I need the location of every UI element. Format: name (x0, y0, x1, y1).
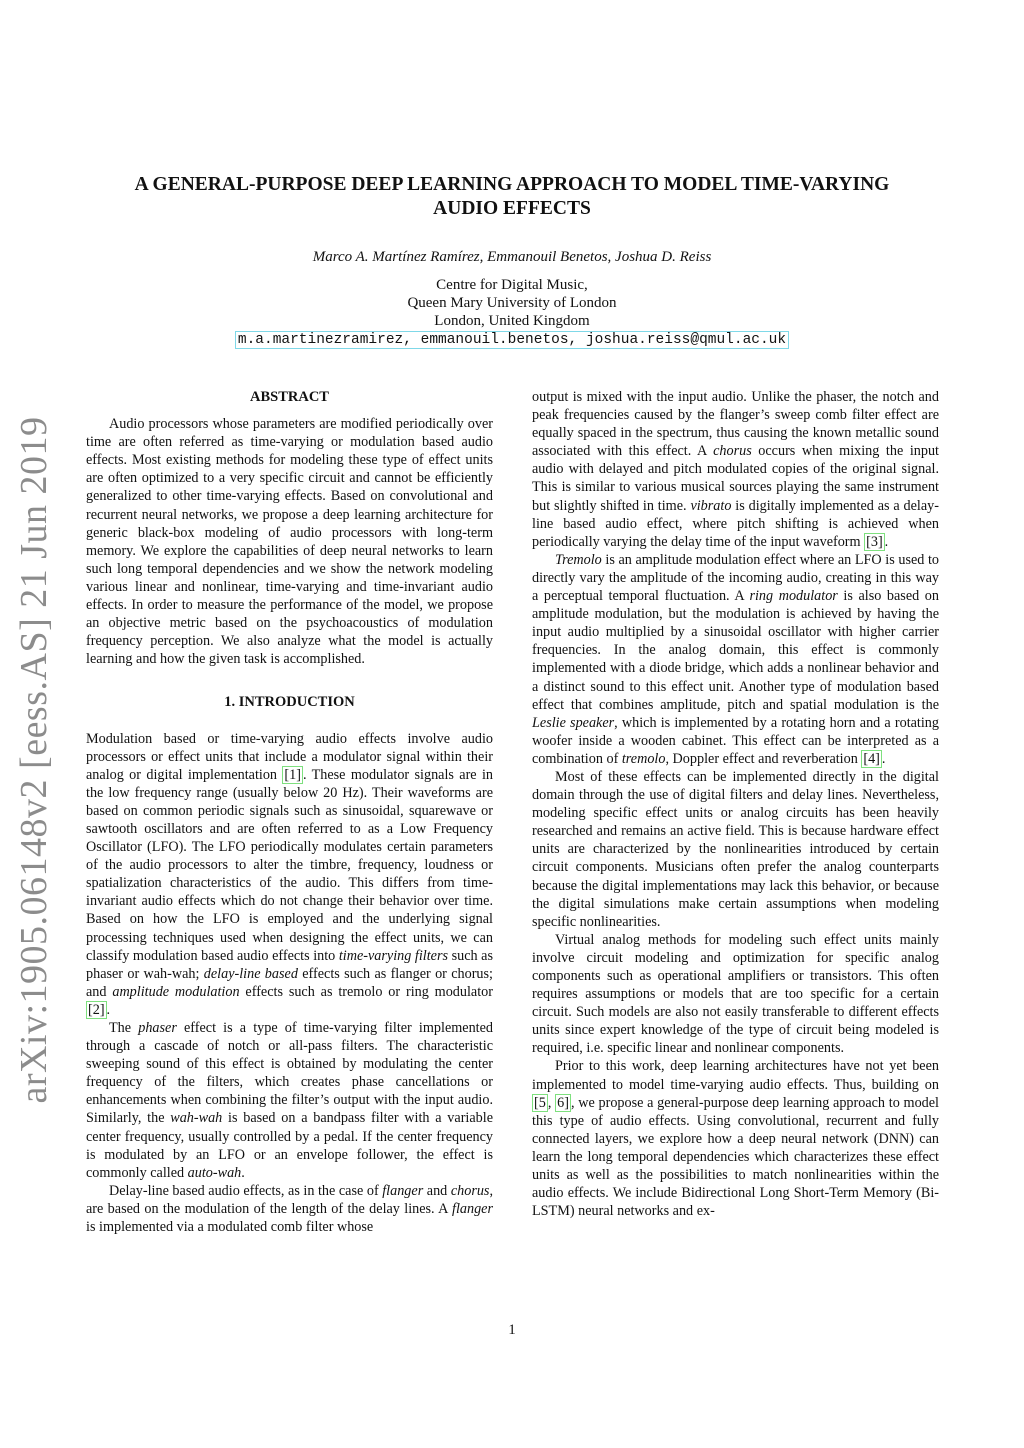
affiliation-line-3: London, United Kingdom (434, 313, 590, 329)
author-list: Marco A. Martínez Ramírez, Emmanouil Benetos, Joshua D. Reiss (312, 249, 712, 265)
title-line-1: A GENERAL-PURPOSE DEEP LEARNING APPROACH TO MODEL TIME-VARYING (134, 174, 890, 195)
intro-paragraph-3 (86, 1182, 493, 1236)
citation-link-4[interactable]: [4] (863, 750, 880, 767)
affiliation-line-1: Centre for Digital Music, (436, 277, 588, 293)
text-run: , Doppler effect and reverberation (665, 750, 862, 767)
emphasis: delay-line based (203, 965, 298, 982)
emphasis: time-varying filters (338, 947, 449, 964)
text-run: , we propose a general-purpose deep learning approach to model this type of audio effects. Using convolutional, recurrent and fully connected layers, we explore how a deep neural network (DNN) can learn the long temporal dependencies which characterizes these effect units as well as the possibilities to match nonlinearities within the audio effects. We include Bidirectional Long Short-Term Memory (Bi-LSTM) neural networks and ex- (532, 1094, 939, 1220)
text-run: is also based on amplitude modulation, but the modulation is achieved by having the input audio multiplied by a sinusoidal oscillator with higher carrier frequencies. In the analog domain, this effect is commonly implemented with a diode bridge, which adds a nonlinear behavior and a distinct sound to this effect unit. Another type of modulation based effect that combines amplitude, pitch and spatial modulation is the (532, 588, 939, 713)
right-paragraph-3: Most of these effects can be implemented directly in the digital domain through the use of digital filters and delay lines. Nevertheless, modeling specific effect units or analog circuits has been heavily researched and remains an active field. This is because hardware effect units are characterized by the nonlinearities introduced by certain circuit components. Musicians often prefer the analog counterparts because the digital implementations may lack this behavior, or because the digital simulations make certain assumptions when modeling specific nonlinearities. (532, 768, 939, 930)
text-run: . (106, 1001, 111, 1018)
text-run: The (109, 1020, 139, 1036)
arxiv-id-label: arXiv:1905.06148v2 [eess.AS] 21 Jun 2019 (13, 416, 55, 1104)
text-run: . (241, 1164, 245, 1181)
right-paragraph-1 (532, 388, 939, 551)
text-run: is digitally implemented as a delay-line based audio effect, where pitch shifting is achieved when periodically varying the delay time of the input waveform (532, 497, 939, 550)
emphasis: flanger (452, 1200, 493, 1217)
abstract-text: Audio processors whose parameters are modified periodically over time are often referred as time-varying or modulation based audio effects. Most existing methods for modeling these type of effect units are often optimized to a very specific circuit and cannot be efficiently generalized to other time-varying effects. Based on convolutional and recurrent neural networks, we propose a deep learning architecture for generic black-box modeling of audio processors with long-term memory. We explore the capabilities of deep neural networks to learn such long temporal dependencies and we show the network modeling various linear and nonlinear, time-varying and time-invariant audio effects. In order to measure the performance of the model, we propose an objective metric based on the psychoacoustics of modulation frequency perception. We also analyze what the model is actually learning and how the given task is accomplished. (86, 416, 493, 668)
affiliation-block (100, 276, 924, 349)
text-run: such as phaser or wah-wah; (86, 947, 493, 982)
paper-title (100, 173, 924, 221)
emphasis: amplitude modulation (112, 983, 240, 1000)
arxiv-sidebar (12, 416, 56, 1104)
text-run: is implemented via a modulated comb filter whose (86, 1219, 374, 1236)
text-run: , which is implemented by a rotating horn and a rotating woofer inside a wooden cabinet. This effect can be interpreted as a combination of (532, 714, 939, 767)
text-run: effects such as flanger or chorus; and (86, 965, 493, 1000)
page-number: 1 (508, 1322, 516, 1338)
emphasis: chorus (450, 1182, 490, 1199)
emphasis: auto-wah (187, 1164, 242, 1181)
text-run: Delay-line based audio effects, as in the case of (109, 1182, 383, 1199)
text-run: and (423, 1182, 451, 1199)
emphasis: phaser (138, 1020, 177, 1036)
left-column (86, 388, 493, 1236)
right-paragraph-5 (532, 1057, 939, 1220)
abstract-heading: ABSTRACT (250, 389, 329, 405)
text-run: occurs when mixing the input audio with delayed and pitch modulated copies of the original signal. This is similar to various musical sources playing the same instrument but slightly shifted in time. (532, 443, 939, 514)
emphasis: tremolo (621, 750, 666, 767)
emphasis: ring modulator (749, 588, 838, 605)
text-run: . (884, 533, 889, 550)
text-run: effects such as tremolo or ring modulator (239, 983, 493, 1000)
citation-link-2[interactable]: [2] (88, 1001, 105, 1018)
intro-paragraph-2 (86, 1019, 493, 1182)
emphasis: wah-wah (170, 1110, 223, 1127)
text-run: is an amplitude modulation effect where an LFO is used to directly vary the amplitude of the incoming audio, creating in this way a perceptual temporal fluctuation. A (532, 551, 939, 605)
text-run: , are based on the modulation of the length of the delay lines. A (86, 1182, 493, 1217)
text-run: Modulation based or time-varying audio effects involve audio processors or effect units that include a modulator signal within their analog or digital implementation (86, 730, 493, 783)
text-run: . These modulator signals are in the low frequency range (usually below 20 Hz). Their waveforms are based on common periodic signals such as sinusoidal, squarewave or sawtooth oscillators and are often referred to as a Low Frequency Oscillator (LFO). The LFO periodically modulates certain parameters of the audio processors to alter the timbre, frequency, loudness or spatialization characteristics of the audio. This differs from time-invariant audio effects which do not change their behavior over time. Based on how the LFO is employed and the underlying signal processing techniques used when designing the effect units, we can classify modulation based audio effects into (86, 766, 493, 964)
emphasis: Tremolo (555, 551, 602, 568)
text-run: output is mixed with the input audio. Unlike the phaser, the notch and peak frequencies caused by the flanger’s sweep comb filter effect are equally spaced in the spectrum, thus causing the known metallic sound associated with this effect. A (532, 389, 939, 460)
introduction-heading: 1. INTRODUCTION (224, 694, 355, 711)
citation-link-6[interactable]: 6] (557, 1094, 569, 1111)
emphasis: Leslie speaker (532, 714, 615, 731)
text-run: , (547, 1094, 556, 1111)
emphasis: flanger (382, 1182, 424, 1199)
citation-link-3[interactable]: [3] (866, 533, 883, 550)
author-email-link[interactable]: m.a.martinezramirez, emmanouil.benetos, joshua.reiss@qmul.ac.uk (235, 331, 789, 349)
text-run: is based on a bandpass filter with a variable center frequency, usually controlled by a pedal. If the center frequency is modulated by an LFO or an envelope follower, the effect is commonly called (86, 1110, 493, 1181)
citation-link-5[interactable]: [5 (534, 1094, 546, 1111)
right-column (532, 388, 939, 1220)
emphasis: vibrato (690, 497, 732, 514)
text-run: Prior to this work, deep learning architectures have not yet been implemented to model time-varying audio effects. Thus, building on (532, 1058, 939, 1093)
emphasis: chorus (713, 443, 752, 460)
title-line-2: AUDIO EFFECTS (433, 198, 591, 219)
intro-paragraph-1 (86, 730, 493, 1020)
right-paragraph-4: Virtual analog methods for modeling such effect units mainly involve circuit modeling and optimization for specific analog components such as operational amplifiers or transistors. This often requires assumptions or models that are too specific for a certain circuit. Such models are also not easily transferable to different effects units since expert knowledge of the type of circuit being modeled is required, i.e. specific linear and nonlinear components. (532, 931, 939, 1057)
text-run: . (881, 750, 886, 767)
right-paragraph-2 (532, 551, 939, 768)
affiliation-line-2: Queen Mary University of London (407, 295, 617, 311)
citation-link-1[interactable]: [1] (284, 766, 301, 783)
text-run: effect is a type of time-varying filter implemented through a cascade of notch or all-pass filters. The characteristic sweeping sound of this effect is obtained by modulating the center frequency of the filters, which creates phase cancellations or enhancements when combining the filter’s output with the input audio. Similarly, the (86, 1020, 494, 1127)
